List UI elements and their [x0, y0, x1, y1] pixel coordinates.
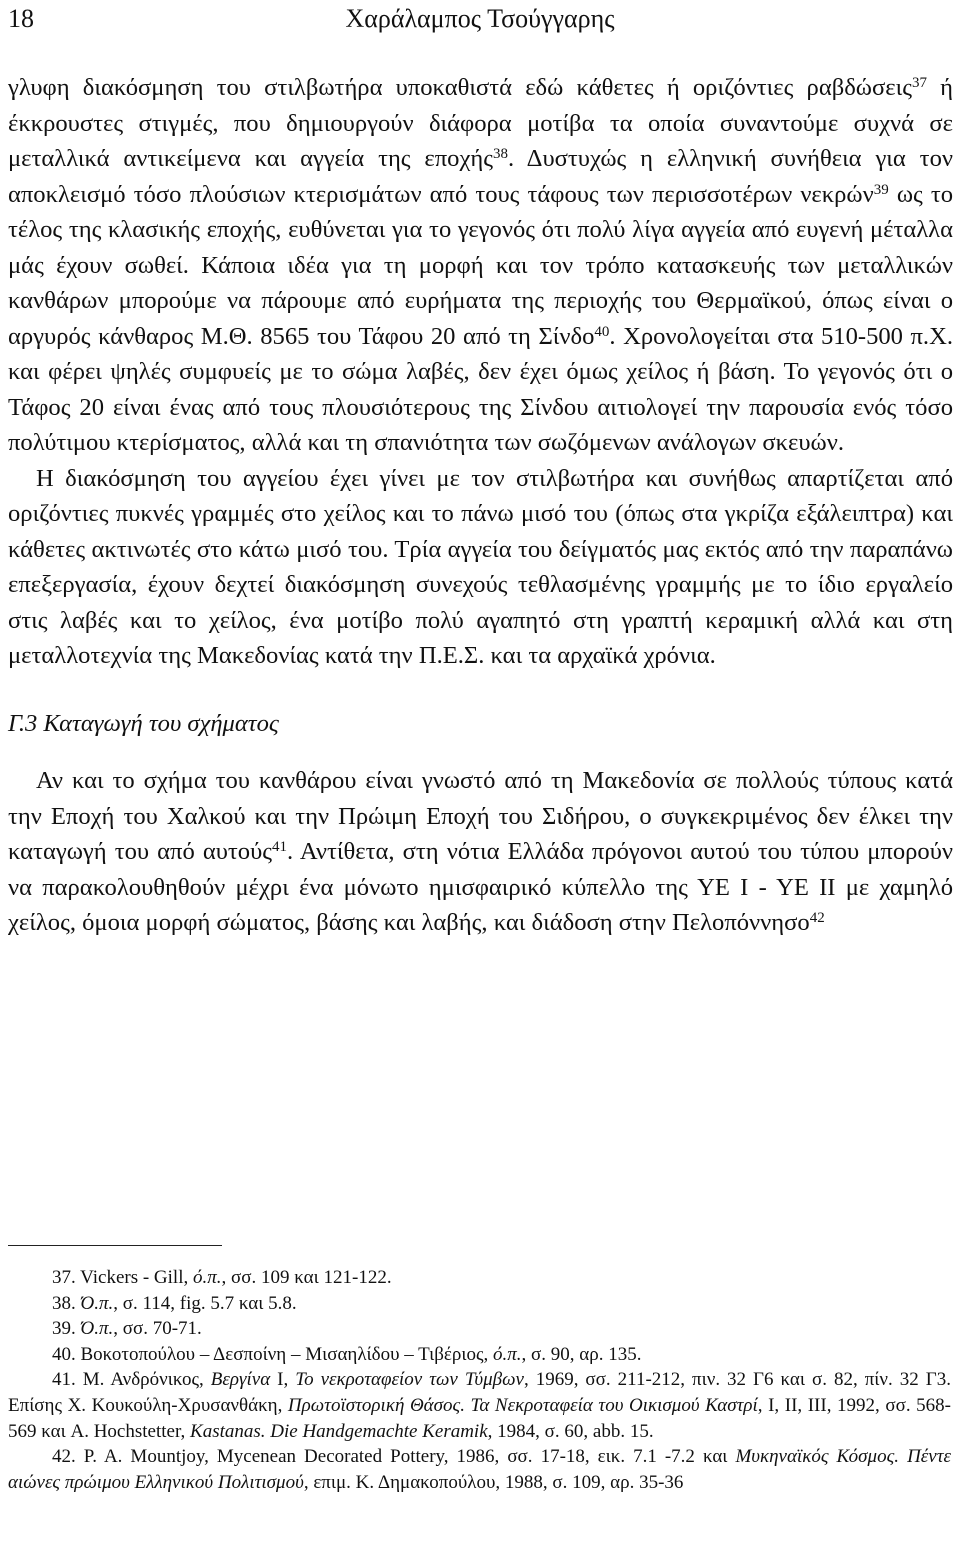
section-heading: Γ.3 Καταγωγή του σχήματος: [8, 709, 279, 737]
text-run: , 1969, σσ. 211-212, πιν. 32 Γ6 και σ. 82, πίν. 32 Γ3. Επίσης Χ. Κουκούλη-Χρυσανθάκη,: [8, 1369, 951, 1416]
text-run: 41. Μ. Ανδρόνικος,: [52, 1369, 211, 1391]
text-run: ως το τέλος της κλασικής εποχής, ευθύνεται για το γεγονός ότι πολύ λίγα αγγεία από ευγενή μέταλλα μάς έχουν σωθεί. Κάποια ιδέα για τη μορφή και τον τρόπο κατασκευής των μεταλλικών κανθάρων μπορούμε να πάρουμε από ευρήματα της περιοχής του Θερμαϊκού, όπως είναι ο αργυρός κάνθαρος Μ.Θ. 8565 του Τάφου 20 από τη Σίνδο: [8, 180, 954, 350]
text-run: , σσ. 70-71.: [113, 1318, 202, 1340]
text-run: 42. P. A. Mountjoy, Mycenean Decorated Pottery, 1986, σσ. 17-18, εικ. 7.1 -7.2 και: [52, 1446, 736, 1468]
text-run: . Δυστυχώς η ελληνική συνήθεια για τον αποκλεισμό τόσο πλούσιων κτερισμάτων από τους τάφους των περισσοτέρων νεκρών: [8, 145, 953, 208]
footnote-divider: [8, 1245, 222, 1246]
footnotes: [8, 1265, 951, 1495]
text-run: , σσ. 109 και 121-122.: [221, 1267, 392, 1288]
footnote-ref: 40: [594, 323, 610, 340]
page-header: [8, 4, 952, 40]
italic-text: Βεργίνα: [210, 1369, 271, 1391]
footnote-ref: 38: [492, 145, 508, 162]
italic-text: Πρωτοϊστορική Θάσος. Τα Νεκροταφεία του Οικισμού Καστρί: [287, 1394, 758, 1416]
paragraph-2: [8, 461, 953, 674]
footnote-40: [8, 1342, 951, 1368]
italic-text: Kastanas. Die Handgemachte Keramik: [190, 1420, 488, 1442]
text-run: 38.: [52, 1292, 81, 1314]
italic-text: Ό.π.: [80, 1318, 114, 1340]
footnote-ref: 37: [911, 74, 927, 91]
italic-text: Ό.π.: [80, 1292, 114, 1314]
text-run: Αν και το σχήμα του κανθάρου είναι γνωστό από τη Μακεδονία σε πολλούς τύπους κατά την Εποχή του Χαλκού και την Πρώιμη Εποχή του Σιδήρου, ο συγκεκριμένος δεν έλκει την καταγωγή του από αυτούς: [8, 767, 953, 865]
text-run: 39.: [52, 1318, 81, 1340]
footnote-39: [8, 1316, 951, 1342]
text-run: Η διακόσμηση του αγγείου έχει γίνει με τον στιλβωτήρα και συνήθως απαρτίζεται από οριζόντιες πυκνές γραμμές στο χείλος και το πάνω μισό του (όπως στα γκρίζα εξάλειπτρα) και κάθετες ακτινωτές στο κάτω μισό του. Τρία αγγεία του δείγματός μας εκτός από την παραπάνω επεξεργασία, έχουν δεχτεί διακόσμηση συνεχούς τεθλασμένης γραμμής με το ίδιο εργαλείο στις λαβές και το χείλος, ένα μοτίβο πολύ αγαπητό στη γραπτή κεραμική αλλά και στη μεταλλοτεχνία της Μακεδονίας κατά την Π.Ε.Σ. και τα αρχαϊκά χρόνια.: [8, 464, 953, 669]
text-run: . Χρονολογείται στα 510-500 π.Χ. και φέρει ψηλές συμφυείς με το σώμα λαβές, δεν έχει όμως χείλος ή βάση. Το γεγονός ότι ο Τάφος 20 είναι ένας από τους πλουσιότερους της Σίνδου αιτιολογεί την παρουσία ενός τόσο πολύτιμου κτερίσματος, αλλά και τη σπανιότητα των σωζόμενων ανάλογων σκευών.: [8, 322, 953, 456]
text-run: 37. Vickers - Gill,: [52, 1267, 193, 1288]
text-run: . Αντίθετα, στη νότια Ελλάδα πρόγονοι αυτού του τύπου μπορούν να παρακολουθηθούν μέχρι ένα μόνωτο ημισφαιρικό κύπελλο της ΥΕ Ι - ΥΕ ΙΙ με χαμηλό χείλος, όμοια μορφή σώματος, βάσης και λαβής, και διάδοση στην Πελοπόννησο: [8, 838, 953, 936]
footnote-38: [8, 1291, 951, 1317]
footnote-41: [8, 1367, 951, 1444]
text-run: , σ. 114, fig. 5.7 και 5.8.: [113, 1292, 297, 1314]
main-text: [8, 70, 953, 941]
footnote-ref: 41: [272, 838, 288, 855]
footnote-ref: 39: [873, 181, 889, 198]
footnote-42: [8, 1444, 951, 1495]
italic-text: ό.π.: [493, 1343, 522, 1365]
italic-text: Το νεκροταφείον των Τύμβων: [295, 1369, 524, 1391]
text-run: Ι,: [270, 1369, 296, 1391]
page-number: 18: [8, 4, 34, 33]
paragraph-1: [8, 70, 953, 461]
text-run: ή έκκρουστες στιγμές, που δημιουργούν διάφορα μοτίβα τα οποία συναντούμε συχνά σε μεταλλικά αντικείμενα και αγγεία της εποχής: [8, 74, 953, 172]
text-run: 40. Βοκοτοπούλου – Δεσποίνη – Μισαηλίδου – Τιβέριος,: [52, 1343, 493, 1365]
text-run: , Ι, ΙΙ, ΙΙΙ, 1992, σσ. 568-569 και A. Hochstetter,: [8, 1394, 951, 1442]
italic-text: ό.π.: [193, 1267, 222, 1288]
paragraph-3: [8, 763, 953, 941]
text-run: γλυφη διακόσμηση του στιλβωτήρα υποκαθιστά εδώ κάθετες ή οριζόντιες ραβδώσεις: [8, 74, 912, 101]
footnote-37: [8, 1265, 951, 1291]
running-title: Χαράλαμπος Τσούγγαρης: [345, 4, 615, 33]
text-run: , επιμ. Κ. Δημακοπούλου, 1988, σ. 109, αρ. 35-36: [303, 1471, 684, 1493]
footnote-ref: 42: [809, 909, 825, 926]
text-run: , 1984, σ. 60, abb. 15.: [487, 1420, 654, 1442]
text-run: , σ. 90, αρ. 135.: [521, 1343, 642, 1365]
italic-text: Μυκηναϊκός Κόσμος. Πέντε αιώνες πρώιμου Ελληνικού Πολιτισμού: [8, 1446, 951, 1493]
